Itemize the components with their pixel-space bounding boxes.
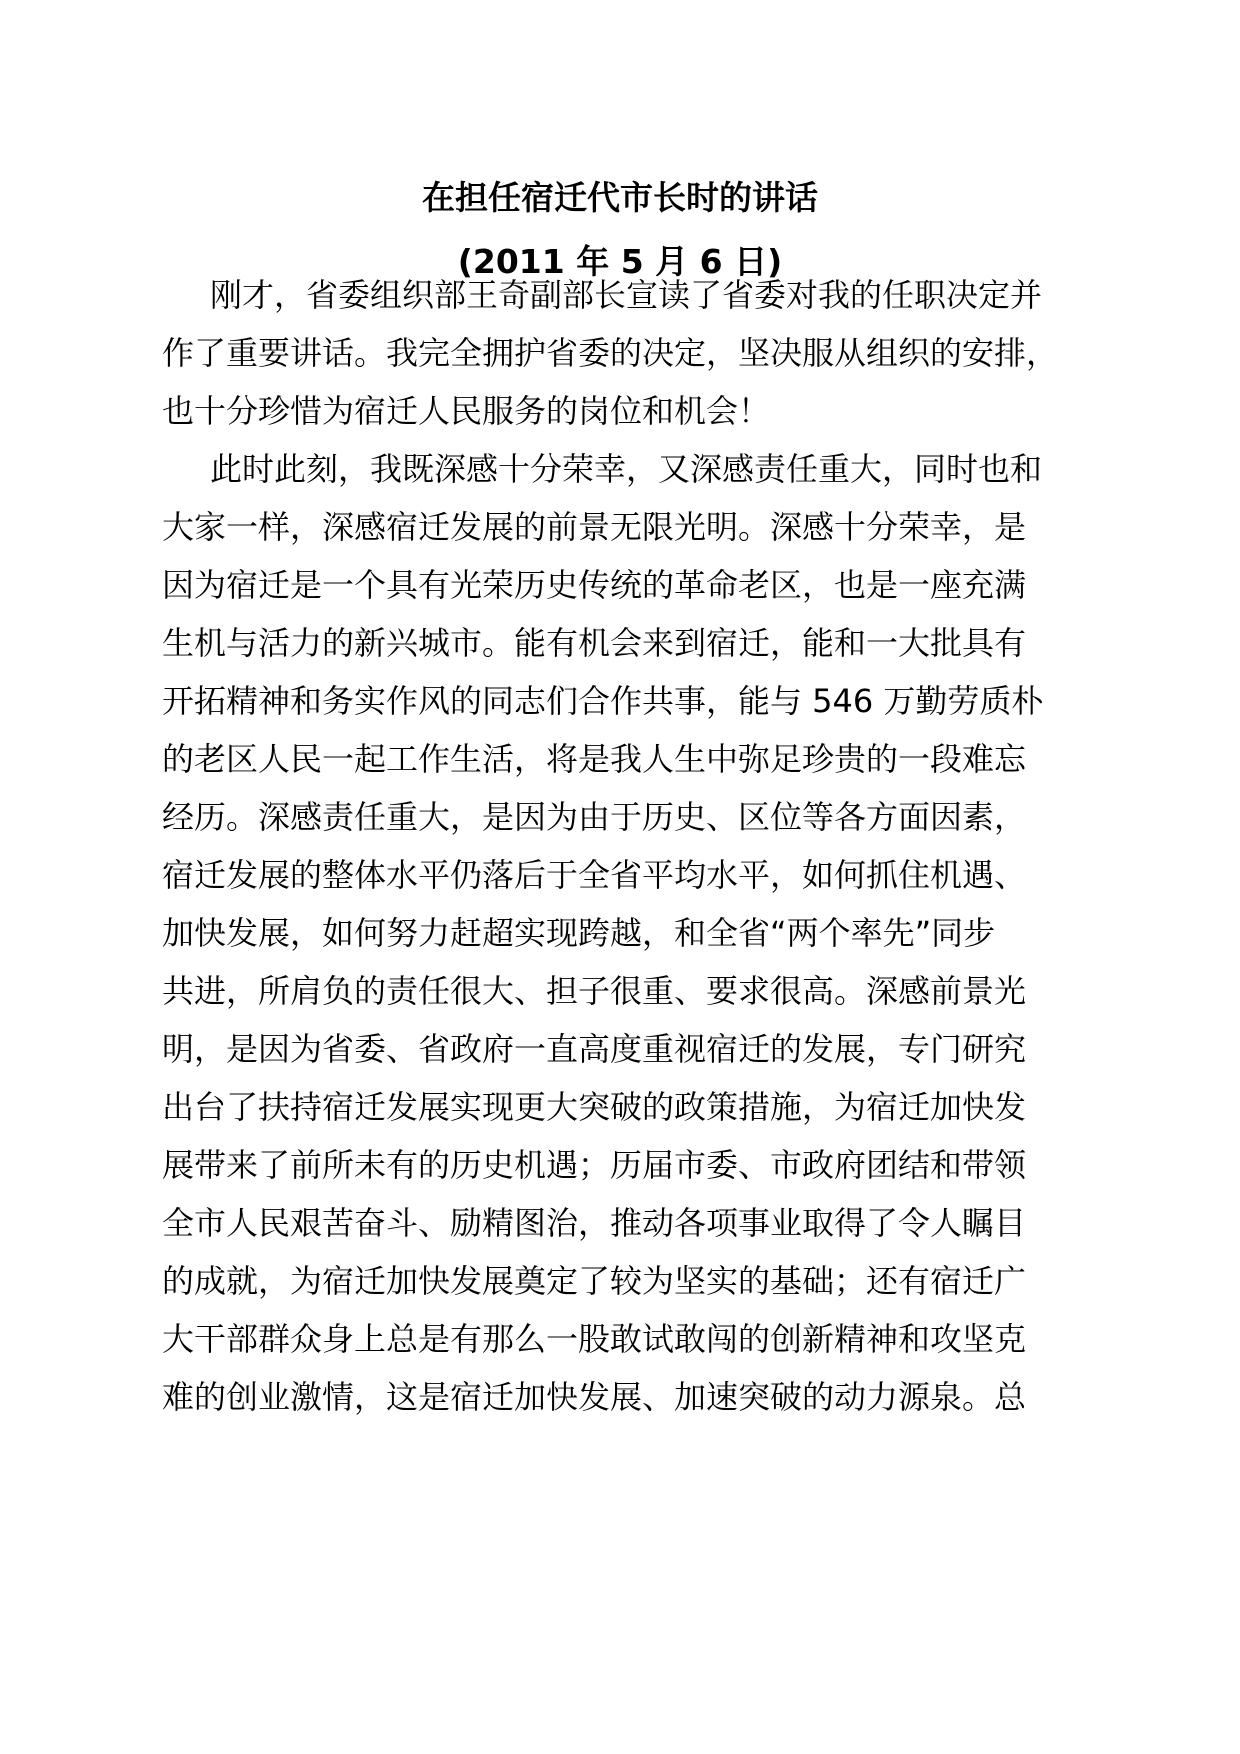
text-line: 展带来了前所未有的历史机遇；历届市委、市政府团结和带领 — [162, 1146, 1027, 1184]
text-line: 也十分珍惜为宿迁人民服务的岗位和机会！ — [162, 392, 771, 430]
text-line: 开拓精神和务实作风的同志们合作共事，能与 546 万勤劳质朴 — [162, 682, 1044, 720]
text-line: 的成就，为宿迁加快发展奠定了较为坚实的基础；还有宿迁广 — [162, 1262, 1027, 1300]
text-line: 因为宿迁是一个具有光荣历史传统的革命老区，也是一座充满 — [162, 566, 1027, 604]
text-line: 宿迁发展的整体水平仍落后于全省平均水平，如何抓住机遇、 — [162, 856, 1027, 894]
document-date: (2011 年 5 月 6 日) — [457, 242, 783, 281]
text-line: 生机与活力的新兴城市。能有机会来到宿迁，能和一大批具有 — [162, 624, 1027, 662]
text-line: 出台了扶持宿迁发展实现更大突破的政策措施，为宿迁加快发 — [162, 1088, 1027, 1126]
text-line: 此时此刻，我既深感十分荣幸，又深感责任重大，同时也和 — [210, 450, 1043, 488]
document-title: 在担任宿迁代市长时的讲话 — [422, 178, 818, 217]
text-line: 大家一样，深感宿迁发展的前景无限光明。深感十分荣幸，是 — [162, 508, 1027, 546]
text-line: 作了重要讲话。我完全拥护省委的决定，坚决服从组织的安排， — [162, 334, 1059, 372]
text-line: 经历。深感责任重大，是因为由于历史、区位等各方面因素， — [162, 798, 1027, 836]
text-line: 加快发展，如何努力赶超实现跨越，和全省“两个率先”同步 — [162, 914, 996, 952]
text-line: 共进，所肩负的责任很大、担子很重、要求很高。深感前景光 — [162, 972, 1027, 1010]
text-line: 全市人民艰苦奋斗、励精图治，推动各项事业取得了令人瞩目 — [162, 1204, 1027, 1242]
text-line: 难的创业激情，这是宿迁加快发展、加速突破的动力源泉。总 — [162, 1378, 1027, 1416]
text-line: 刚才，省委组织部王奇副部长宣读了省委对我的任职决定并 — [210, 276, 1043, 314]
text-line: 明，是因为省委、省政府一直高度重视宿迁的发展，专门研究 — [162, 1030, 1027, 1068]
text-line: 的老区人民一起工作生活，将是我人生中弥足珍贵的一段难忘 — [162, 740, 1027, 778]
text-line: 大干部群众身上总是有那么一股敢试敢闯的创新精神和攻坚克 — [162, 1320, 1027, 1358]
